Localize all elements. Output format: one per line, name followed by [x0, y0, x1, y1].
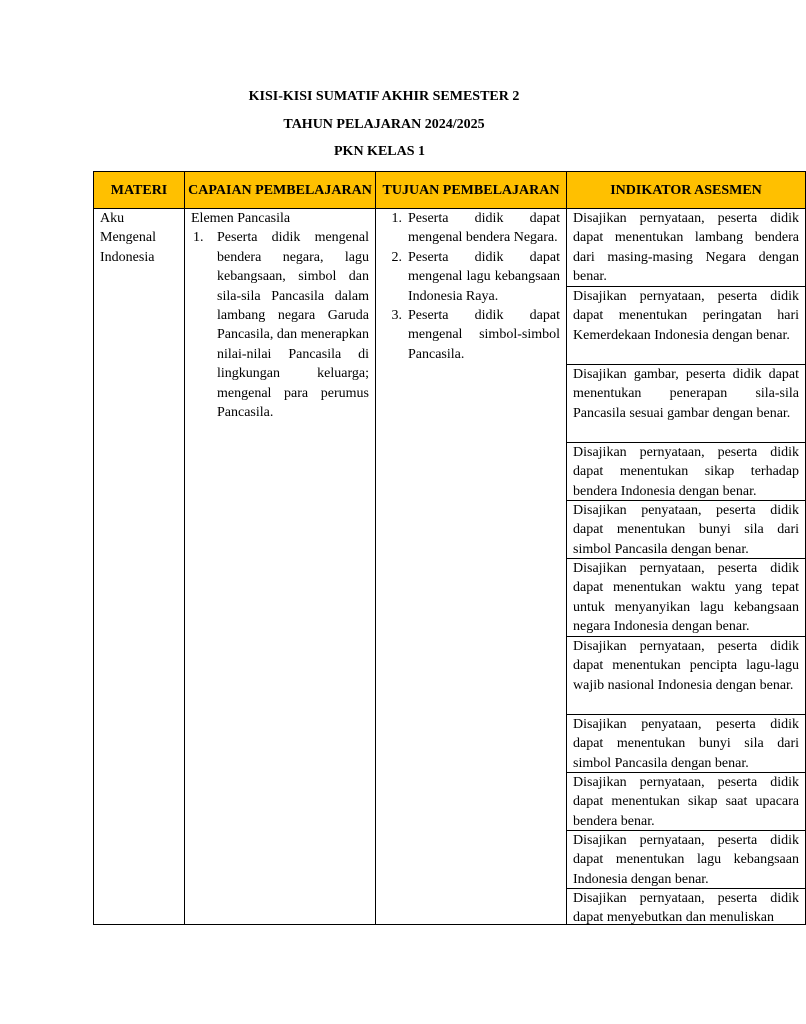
indikator-item: Disajikan penyataan, peserta didik dapat menentukan bunyi sila dari simbol Pancasila dengan benar. [567, 501, 805, 559]
list-number: 1. [391, 211, 402, 226]
cell-materi [93, 209, 185, 925]
header-indikator: INDIKATOR ASESMEN [566, 171, 806, 209]
cell-capaian [184, 209, 376, 925]
indikator-item: Disajikan gambar, peserta didik dapat menentukan penerapan sila-sila Pancasila sesuai gambar dengan benar. [567, 365, 805, 443]
cell-indikator [566, 209, 806, 925]
document-title: KISI-KISI SUMATIF AKHIR SEMESTER 2 [248, 89, 520, 104]
materi-text: Aku Mengenal Indonesia [100, 211, 156, 265]
tujuan-item-text: Peserta didik dapat mengenal simbol-simbol Pancasila. [408, 308, 560, 362]
indikator-item: Disajikan pernyataan, peserta didik dapat menentukan sikap saat upacara bendera benar. [567, 773, 805, 831]
tujuan-item [382, 306, 560, 364]
academic-year: TAHUN PELAJARAN 2024/2025 [283, 117, 485, 132]
subject-class: PKN KELAS 1 [334, 144, 426, 159]
indikator-item: Disajikan penyataan, peserta didik dapat menentukan bunyi sila dari simbol Pancasila dengan benar. [567, 715, 805, 773]
kisi-kisi-table [93, 171, 799, 926]
indikator-item: Disajikan pernyataan, peserta didik dapat menentukan peringatan hari Kemerdekaan Indonesia dengan benar. [567, 287, 805, 365]
indikator-item: Disajikan pernyataan, peserta didik dapat menentukan waktu yang tepat untuk menyanyikan lagu kebangsaan negara Indonesia dengan benar. [567, 559, 805, 637]
capaian-item [191, 228, 369, 422]
header-tujuan: TUJUAN PEMBELAJARAN [375, 171, 567, 209]
indikator-item: Disajikan pernyataan, peserta didik dapat menentukan lagu kebangsaan Indonesia dengan benar. [567, 831, 805, 889]
indikator-item: Disajikan pernyataan, peserta didik dapat menentukan pencipta lagu-lagu wajib nasional Indonesia dengan benar. [567, 637, 805, 715]
list-number: 2. [391, 249, 402, 265]
tujuan-item-text: Peserta didik dapat mengenal lagu kebangsaan Indonesia Raya. [408, 249, 560, 304]
tujuan-list [382, 209, 560, 364]
indikator-item: Disajikan pernyataan, peserta didik dapat menentukan lambang bendera dari masing-masing Negara dengan benar. [567, 209, 805, 287]
indikator-item: Disajikan pernyataan, peserta didik dapat menyebutkan dan menuliskan [573, 891, 799, 926]
capaian-item-text: Peserta didik mengenal bendera negara, lagu kebangsaan, simbol dan sila-sila Pancasila dalam lambang negara Garuda Pancasila, dan menerapkan nilai-nilai Pancasila di lingkungan keluarga; mengenal para perumus Pancasila. [217, 230, 369, 421]
capaian-list [191, 228, 369, 422]
list-number: 3. [391, 308, 402, 324]
list-number: 1. [193, 230, 204, 246]
header-capaian: CAPAIAN PEMBELAJARAN [184, 171, 376, 209]
cell-tujuan [375, 209, 567, 925]
capaian-heading: Elemen Pancasila [191, 211, 291, 226]
tujuan-item [382, 209, 560, 248]
indikator-item: Disajikan pernyataan, peserta didik dapat menentukan sikap terhadap bendera Indonesia dengan benar. [567, 443, 805, 501]
header-materi: MATERI [93, 171, 185, 209]
tujuan-item [382, 248, 560, 306]
tujuan-item-text: Peserta didik dapat mengenal bendera Negara. [408, 211, 560, 246]
